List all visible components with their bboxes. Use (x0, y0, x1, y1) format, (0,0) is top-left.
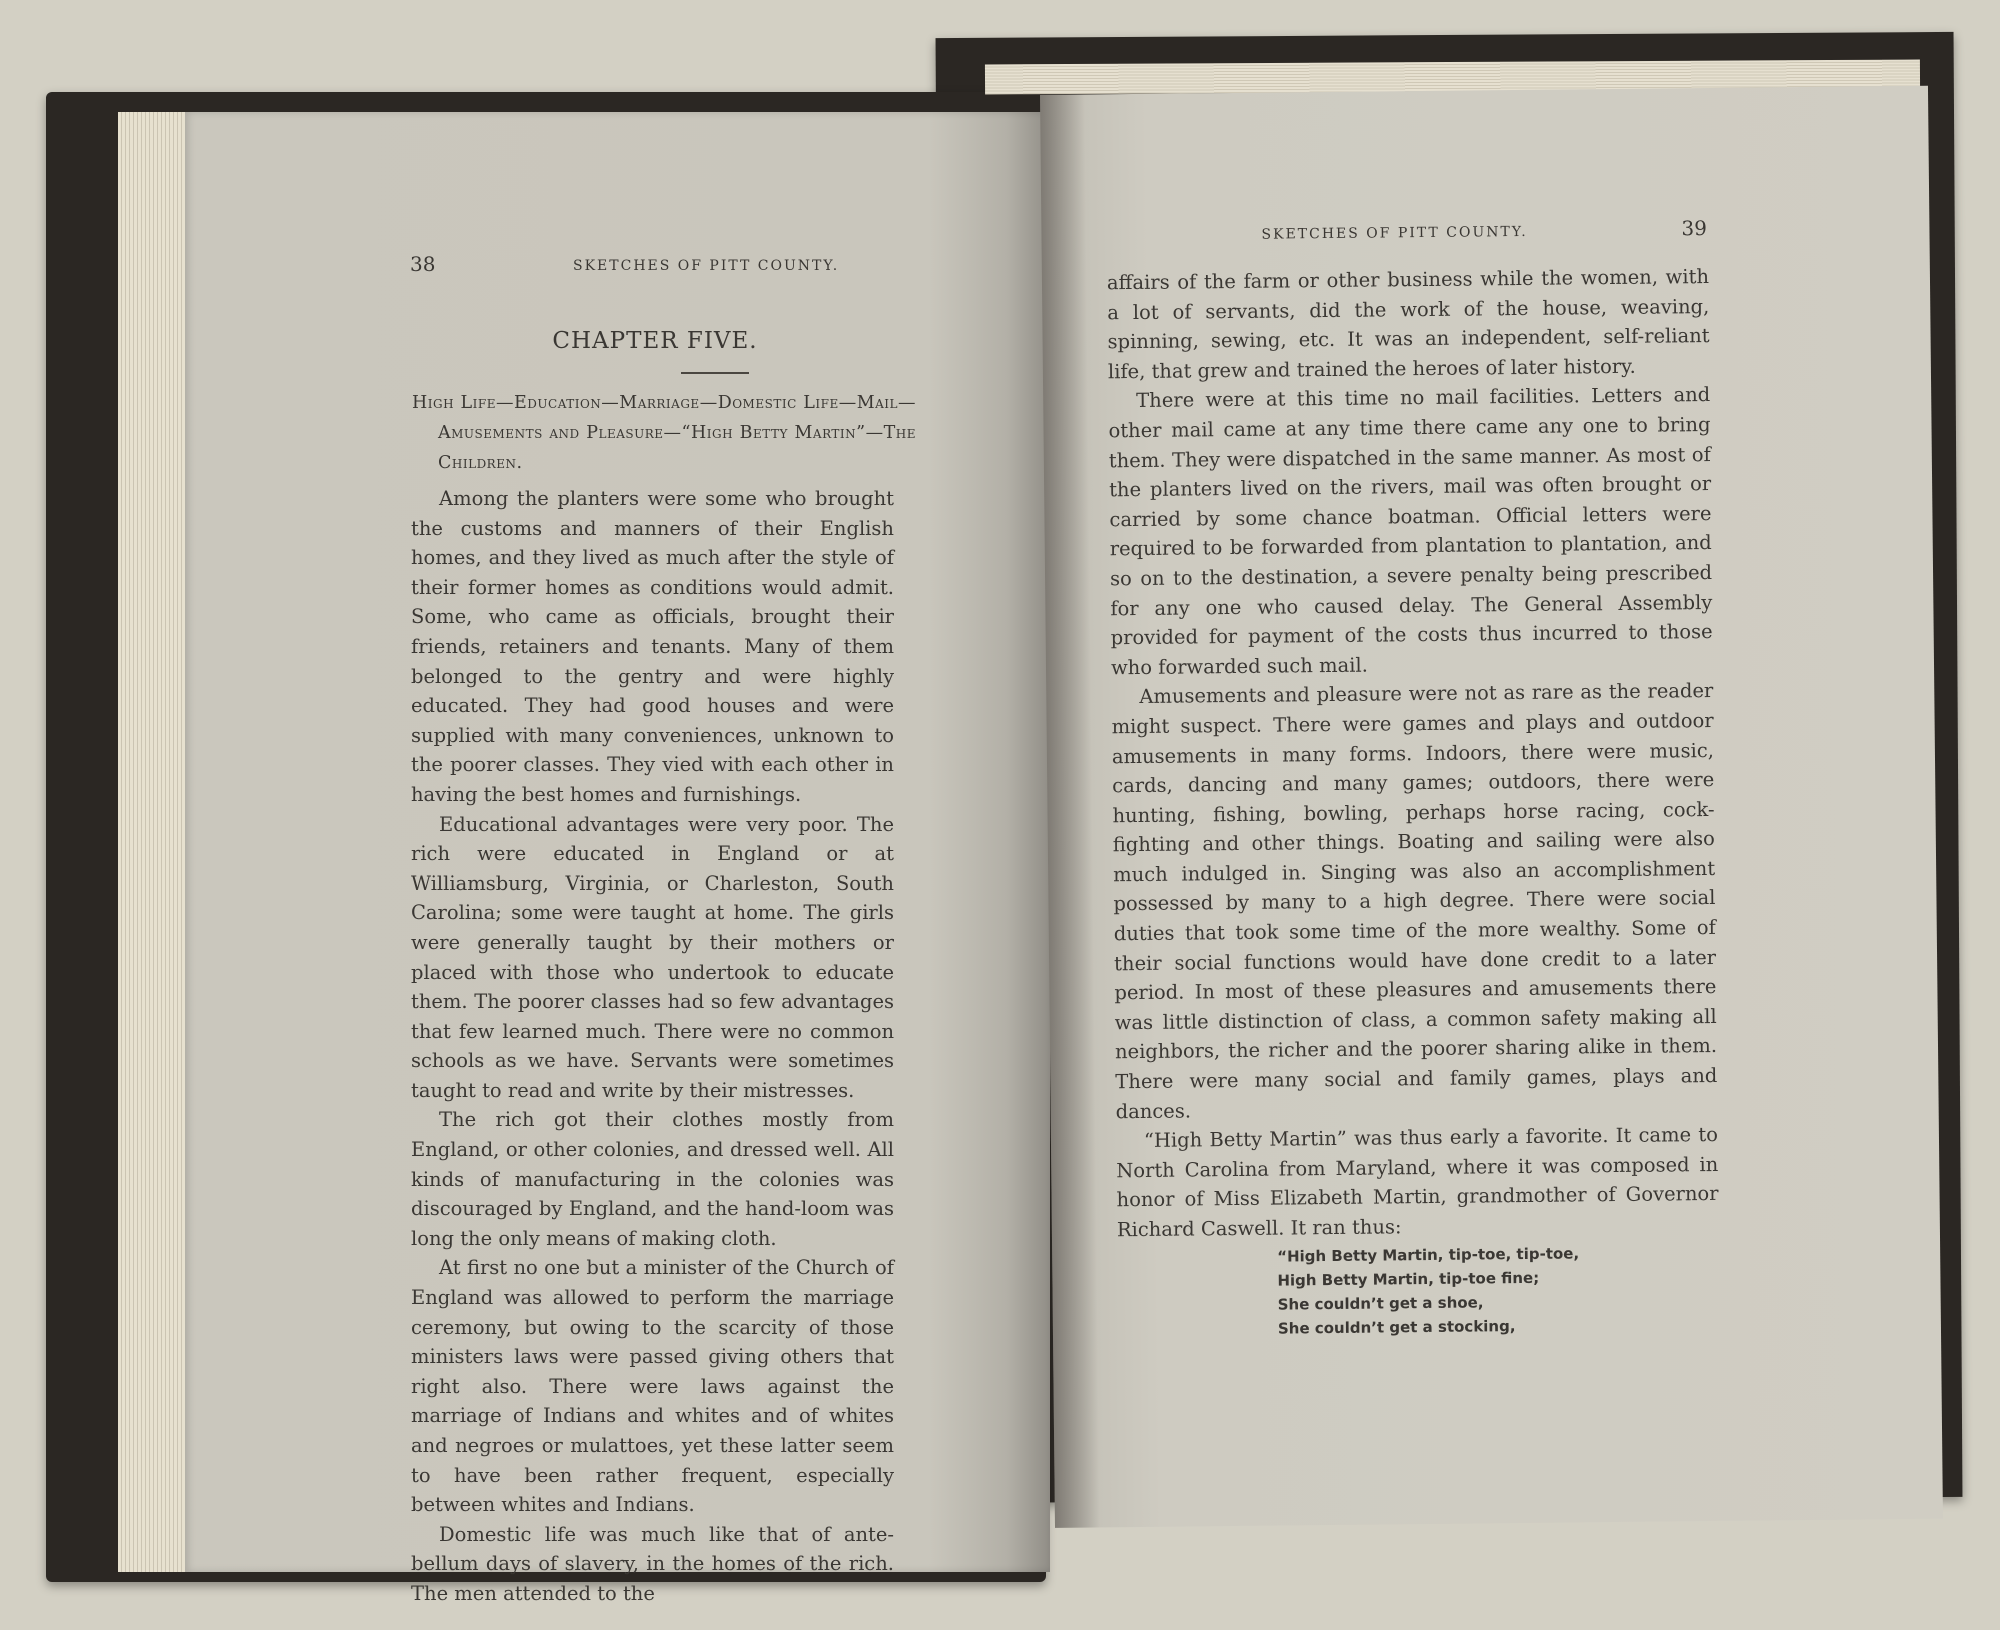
paragraph-continuation: affairs of the farm or other business while the women, with a lot of servants, did the work of the house, weaving, spinning, sewing, etc. It was an independent, self-reliant life, that grew and trained the heroes of later history. (1106, 265, 1710, 384)
verse-line: “High Betty Martin, tip-toe, tip-toe, (1277, 1244, 1580, 1266)
paragraph: Domestic life was much like that of ante-bellum days of slavery, in the homes of the rich. The men attended to the (411, 1522, 894, 1605)
paragraph: Among the planters were some who brought the customs and manners of their English homes, and they lived as much after the style of their former homes as conditions would admit. Some, who came as officials, brought their friends, retainers and tenants. Many of them belonged to the gentry and were highly educated. They had good houses and were supplied with many conveniences, unknown to the poorer classes. They vied with each other in having the best homes and furnishings. (411, 487, 894, 806)
running-head: SKETCHES OF PITT COUNTY. (1261, 223, 1528, 243)
page-edge-stack (118, 112, 190, 1572)
verse-line: She couldn’t get a stocking, (1277, 1317, 1516, 1338)
running-head: SKETCHES OF PITT COUNTY. (573, 258, 840, 274)
paragraph: The rich got their clothes mostly from England, or other colonies, and dressed well. All kinds of manufacturing in the colonies was discouraged by England, and the hand-loom was long the only means of making cloth. (411, 1108, 894, 1250)
left-body-text (411, 484, 894, 1609)
page-number: 39 (1681, 216, 1708, 241)
paragraph: Amusements and pleasure were not as rare as the reader might suspect. There were games and plays and outdoor amusements in many forms. Indoors, there were music, cards, dancing and many games; outdoors, there were hunting, fishing, bowling, perhaps horse racing, cock-fighting and other things. Boating and sailing were also much indulged in. Singing was also an accomplishment possessed by many to a high degree. There were social duties that took some time of the more wealthy. Some of their social functions would have done credit to a later period. In most of these pleasures and amusements there was little distinction of class, a common safety making all neighbors, the richer and the poorer sharing alike in them. There were many social and family games, plays and dances. (1111, 679, 1718, 1123)
paragraph: “High Betty Martin” was thus early a favorite. It came to North Carolina from Maryland, where it was composed in honor of Miss Elizabeth Martin, grandmother of Governor Richard Caswell. It ran thus: (1116, 1123, 1719, 1242)
right-body-text (1107, 262, 1719, 1245)
verse-line: She couldn’t get a shoe, (1277, 1293, 1484, 1314)
paragraph: At first no one but a minister of the Church of England was allowed to perform the marriage ceremony, but owing to the scarcity of those ministers laws were passed giving others that right also. There were laws against the marriage of Indians and whites and of whites and negroes or mulattoes, yet these latter seem to have been rather frequent, especially between whites and Indians. (411, 1256, 894, 1517)
paragraph: Educational advantages were very poor. The rich were educated in England or at Williamsburg, Virginia, or Charleston, South Carolina; some were taught at home. The girls were generally taught by their mothers or placed with those who undertook to educate them. The poorer classes had so few advantages that few learned much. There were no common schools as we have. Servants were sometimes taught to read and write by their mistresses. (411, 812, 894, 1102)
right-page (1040, 86, 1943, 1528)
chapter-synopsis: High Life—Education—Marriage—Domestic Life—Mail—Amusements and Pleasure—“High Betty Martin”—The Children. (412, 393, 916, 473)
verse-line: High Betty Martin, tip-toe fine; (1277, 1268, 1540, 1290)
title-rule (681, 372, 749, 374)
chapter-title: CHAPTER FIVE. (552, 328, 758, 354)
page-number: 38 (410, 252, 436, 276)
verse-block (1277, 1241, 1580, 1340)
paragraph: There were at this time no mail facilities. Letters and other mail came at any time there came any one to bring them. They were dispatched in the same manner. As most of the planters lived on the rivers, mail was often brought or carried by some chance boatman. Official letters were required to be forwarded from plantation to plantation, and so on to the destination, a severe penalty being prescribed for any one who caused delay. The General Assembly provided for payment of the costs thus incurred to those who forwarded such mail. (1108, 383, 1713, 680)
left-page (185, 112, 1050, 1605)
